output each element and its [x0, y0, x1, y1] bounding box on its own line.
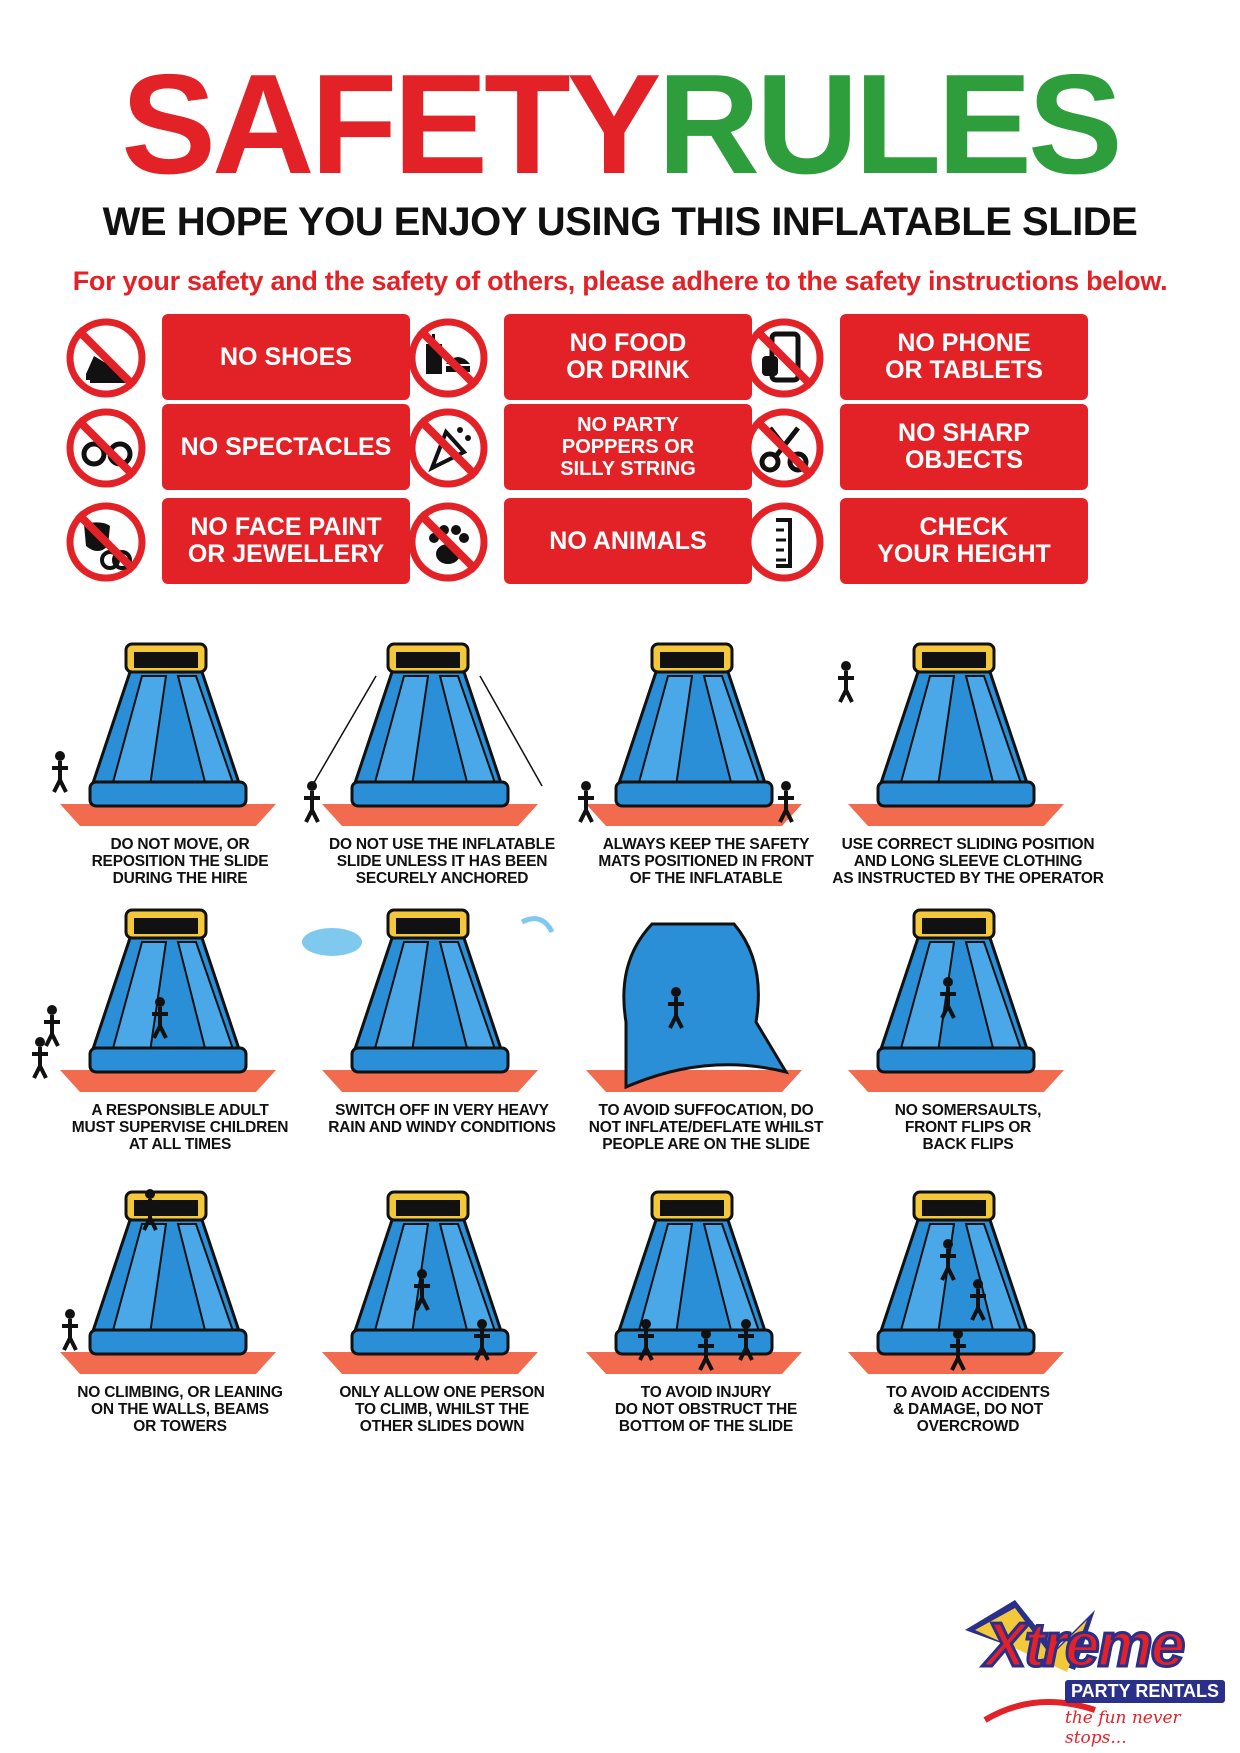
rule-label: NO PARTY POPPERS OR SILLY STRING	[504, 404, 752, 490]
slide-illustration-icon	[556, 1184, 856, 1384]
slide-illustration-icon	[292, 902, 592, 1102]
mask-rings-icon	[64, 500, 148, 584]
logo-tagline: PARTY RENTALS	[1065, 1680, 1225, 1703]
page-subtitle: WE HOPE YOU ENJOY USING THIS INFLATABLE SLIDE	[102, 200, 1138, 244]
page-title	[0, 45, 1240, 204]
instruction-caption: A RESPONSIBLE ADULT MUST SUPERVISE CHILDREN AT ALL TIMES	[71, 1102, 289, 1153]
instruction-caption: TO AVOID SUFFOCATION, DO NOT INFLATE/DEFLATE WHILST PEOPLE ARE ON THE SLIDE	[588, 1102, 824, 1153]
instruction-caption: DO NOT MOVE, OR REPOSITION THE SLIDE DURING THE HIRE	[91, 836, 269, 887]
slide-illustration-icon	[292, 636, 592, 836]
instruction-item	[30, 636, 330, 936]
instruction-item	[30, 1184, 330, 1484]
slide-illustration-icon	[30, 1184, 330, 1384]
instruction-item	[556, 636, 856, 936]
rule-label: NO SHOES	[162, 314, 410, 400]
shoe-icon	[64, 316, 148, 400]
title-safety: SAFETY	[121, 45, 658, 204]
intro-text: For your safety and the safety of others, please adhere to the safety instructions below.	[72, 266, 1168, 296]
rule-label: NO SPECTACLES	[162, 404, 410, 490]
logo-slogan: the fun never stops...	[1065, 1708, 1181, 1748]
logo-brand: Xtreme	[985, 1611, 1184, 1680]
instruction-item	[818, 636, 1118, 936]
instruction-caption: NO SOMERSAULTS, FRONT FLIPS OR BACK FLIPS	[894, 1102, 1042, 1153]
instruction-caption: SWITCH OFF IN VERY HEAVY RAIN AND WINDY CONDITIONS	[328, 1102, 556, 1136]
instruction-caption: USE CORRECT SLIDING POSITION AND LONG SLEEVE CLOTHING AS INSTRUCTED BY THE OPERATOR	[832, 836, 1104, 887]
party-popper-icon	[406, 406, 490, 490]
instruction-caption: ONLY ALLOW ONE PERSON TO CLIMB, WHILST THE OTHER SLIDES DOWN	[339, 1384, 545, 1435]
brand-logo	[955, 1590, 1225, 1748]
scissors-icon	[742, 406, 826, 490]
rule-label: NO SHARP OBJECTS	[840, 404, 1088, 490]
slide-illustration-icon	[818, 1184, 1118, 1384]
rule-label: NO PHONE OR TABLETS	[840, 314, 1088, 400]
phone-icon	[742, 316, 826, 400]
instruction-item	[292, 902, 592, 1202]
slide-illustration-icon	[556, 902, 856, 1102]
instruction-item	[556, 1184, 856, 1484]
slide-illustration-icon	[818, 902, 1118, 1102]
paw-icon	[406, 500, 490, 584]
title-rules: RULES	[657, 45, 1119, 204]
instruction-item	[292, 636, 592, 936]
rule-label: NO FOOD OR DRINK	[504, 314, 752, 400]
food-drink-icon	[406, 316, 490, 400]
slide-illustration-icon	[556, 636, 856, 836]
instruction-item	[556, 902, 856, 1202]
instruction-item	[292, 1184, 592, 1484]
instruction-caption: DO NOT USE THE INFLATABLE SLIDE UNLESS IT HAS BEEN SECURELY ANCHORED	[328, 836, 556, 887]
slide-illustration-icon	[292, 1184, 592, 1384]
instruction-caption: NO CLIMBING, OR LEANING ON THE WALLS, BEAMS OR TOWERS	[77, 1384, 283, 1435]
rule-label: CHECK YOUR HEIGHT	[840, 498, 1088, 584]
instruction-caption: TO AVOID ACCIDENTS & DAMAGE, DO NOT OVERCROWD	[886, 1384, 1050, 1435]
rule-label: NO FACE PAINT OR JEWELLERY	[162, 498, 410, 584]
instruction-item	[30, 902, 330, 1202]
instruction-caption: ALWAYS KEEP THE SAFETY MATS POSITIONED IN FRONT OF THE INFLATABLE	[598, 836, 814, 887]
slide-illustration-icon	[30, 902, 330, 1102]
rule-label: NO ANIMALS	[504, 498, 752, 584]
instruction-caption: TO AVOID INJURY DO NOT OBSTRUCT THE BOTTOM OF THE SLIDE	[614, 1384, 798, 1435]
instruction-item	[818, 1184, 1118, 1484]
slide-illustration-icon	[30, 636, 330, 836]
spectacles-icon	[64, 406, 148, 490]
slide-illustration-icon	[818, 636, 1118, 836]
instruction-item	[818, 902, 1118, 1202]
ruler-icon	[742, 500, 826, 584]
